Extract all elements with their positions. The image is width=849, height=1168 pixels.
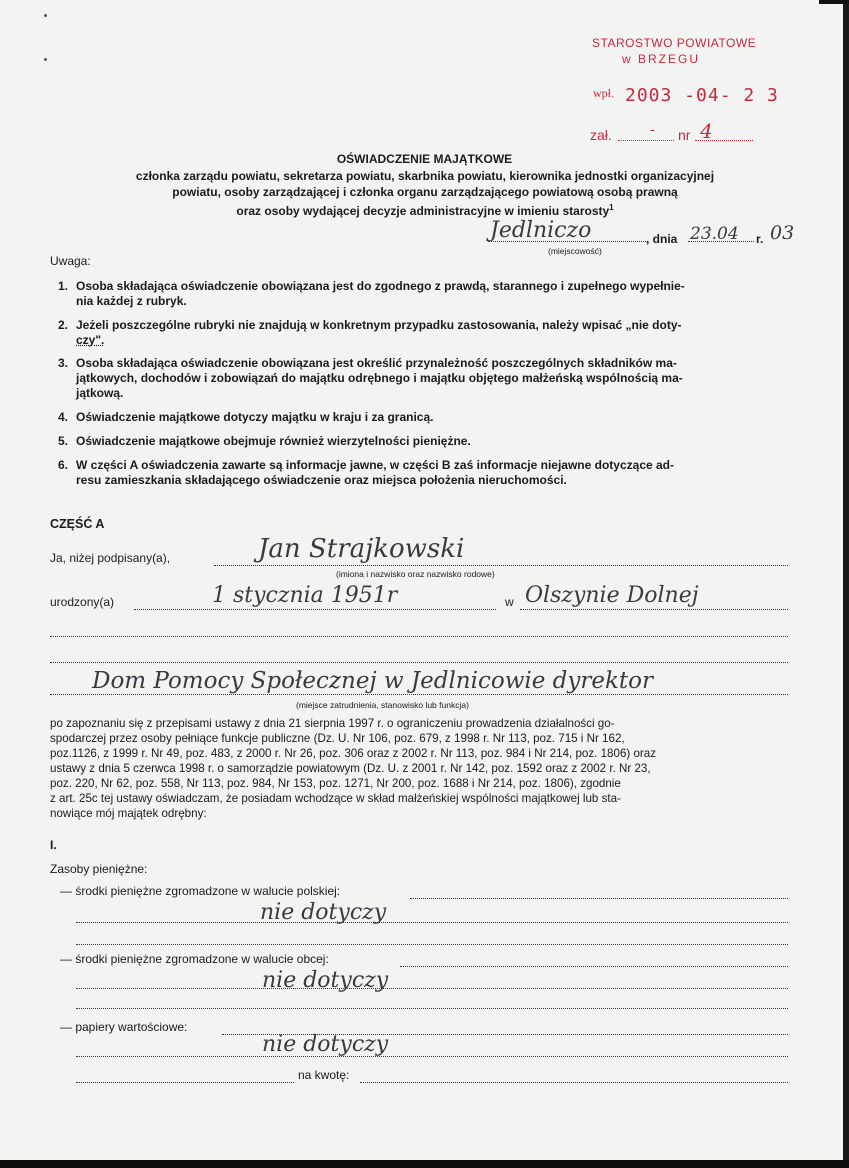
pln-line-2	[76, 922, 788, 923]
securities-label: — papiery wartościowe:	[60, 1020, 188, 1034]
place-caption: (miejscowość)	[548, 246, 602, 256]
date-year-handwritten: 03	[770, 222, 795, 244]
punch-mark	[44, 14, 47, 17]
document-subtitle-2: powiatu, osoby zarządzającej i członka organu zarządzającego powiatową osobą prawną	[172, 185, 678, 199]
blank-line	[50, 662, 788, 663]
stamp-number-label: nr	[678, 127, 691, 143]
document-subtitle-3: oraz osoby wydającej decyzje administracyjne w imieniu starosty$^1$	[236, 203, 614, 218]
document-title: OŚWIADCZENIE MAJĄTKOWE	[336, 152, 513, 166]
foreign-label: — środki pieniężne zgromadzone w walucie obcej:	[60, 952, 329, 966]
foreign-line-2	[76, 988, 788, 989]
date-day-line	[688, 241, 754, 242]
signer-caption: (imiona i nazwisko oraz nazwisko rodowe)	[336, 569, 495, 579]
stamp-city: w BRZEGU	[622, 52, 701, 66]
stamp-number-value: 4	[700, 119, 713, 143]
signer-line	[214, 565, 788, 566]
born-date-line	[134, 609, 496, 610]
section-1-heading: I.	[50, 838, 57, 852]
stamp-attachment-label: zał.	[590, 127, 612, 143]
pln-handwritten: nie dotyczy	[260, 900, 387, 925]
document-subtitle-1: członka zarządu powiatu, sekretarza powiatu, skarbnika powiatu, kierownika jednostki organizacyjnej	[135, 169, 715, 183]
note-item: 1. Osoba składająca oświadczenie obowiązana jest do zgodnego z prawdą, starannego i zupełnego wypełnie- nia każdej z rubryk.	[58, 279, 685, 308]
stamp-received-date: 2003 -04- 2 3	[625, 85, 779, 106]
notes-heading: Uwaga:	[50, 254, 91, 268]
statement-paragraph: po zapoznaniu się z przepisami ustawy z dnia 21 sierpnia 1997 r. o ograniczeniu prowadzenia działalności go- spodarczej przez osoby pełniące funkcje publiczne (Dz. U. Nr 106, poz. 679, z 1998 r. Nr 113, poz. 715 i Nr 162, poz.1126, z 1999 r. Nr 49, poz. 483, z 2000 r. Nr 26, poz. 306 oraz z 2002 r. Nr 113, poz. 984 i Nr 214, poz. 1806) oraz ustawy z dnia 5 czerwca 1998 r. o samorządzie powiatowym (Dz. U. z 2001 r. Nr 142, poz. 1592 oraz z 2002 r. Nr 23, poz. 220, Nr 62, poz. 558, Nr 113, poz. 984, Nr 153, poz. 1271, Nr 200, poz. 1688 i Nr 214, poz. 1806), zgodnie z art. 25c tej ustawy oświadczam, że posiadam wchodzące w skład małżeńskiej wspólności majątkowej lub sta- nowiące mój majątek odrębny:	[50, 717, 657, 820]
foreign-handwritten: nie dotyczy	[262, 968, 389, 993]
cash-label: Zasoby pieniężne:	[50, 862, 148, 876]
date-day-handwritten: 23.04	[690, 224, 739, 244]
scan-edge-top	[819, 0, 849, 4]
employment-caption: (miejsce zatrudnienia, stanowisko lub funkcja)	[296, 700, 469, 710]
foreign-line-3	[76, 1008, 788, 1009]
blank-line	[50, 636, 788, 637]
scan-edge-right	[843, 0, 849, 1168]
pln-line	[410, 898, 788, 899]
note-item: 2. Jeżeli poszczególne rubryki nie znajdują w konkretnym przypadku zastosowania, należy wpisać „nie doty- czy".	[58, 318, 682, 347]
born-place-handwritten: Olszynie Dolnej	[525, 583, 699, 608]
note-item: 5. Oświadczenie majątkowe obejmuje również wierzytelności pieniężne.	[58, 434, 471, 448]
part-a-heading: CZĘŚĆ A	[50, 517, 105, 531]
scan-edge-bottom	[0, 1160, 849, 1168]
born-in-label: w	[505, 595, 514, 609]
signer-handwritten: Jan Strajkowski	[258, 534, 465, 564]
born-date-handwritten: 1 stycznia 1951r	[212, 583, 398, 608]
note-item: 3. Osoba składająca oświadczenie obowiązana jest określić przynależność poszczególnych składników ma- jątkowych, dochodów i zobowiązań do majątku odrębnego i majątku objętego małżeńską wspólnością ma- jątkową.	[58, 356, 683, 400]
date-year-label: r.	[756, 232, 764, 246]
place-line	[488, 241, 648, 242]
stamp-received-label: wpł.	[593, 86, 614, 100]
amount-label: na kwotę:	[298, 1068, 350, 1082]
stamp-attachment-line	[618, 140, 674, 141]
employment-line	[50, 694, 788, 695]
born-place-line	[520, 609, 788, 610]
securities-line-3	[76, 1082, 294, 1083]
stamp-attachment-value: -	[650, 122, 655, 138]
amount-line	[360, 1082, 788, 1083]
born-label: urodzony(a)	[50, 595, 115, 609]
note-item: 6. W części A oświadczenia zawarte są informacje jawne, w części B zaś informacje niejawne dotyczące ad- resu zamieszkania składającego oświadczenie oraz miejsca położenia nieruchomości.	[58, 458, 675, 487]
place-handwritten: Jedlniczo	[490, 218, 592, 243]
note-item: 4. Oświadczenie majątkowe dotyczy majątku w kraju i za granicą.	[58, 410, 434, 424]
stamp-office: STAROSTWO POWIATOWE	[592, 36, 757, 50]
punch-mark	[44, 58, 47, 61]
foreign-line	[400, 966, 788, 967]
securities-line-2	[76, 1056, 788, 1057]
signer-label: Ja, niżej podpisany(a),	[50, 551, 171, 565]
employment-handwritten: Dom Pomocy Społecznej w Jedlnicowie dyrektor	[92, 668, 654, 694]
securities-handwritten: nie dotyczy	[262, 1032, 389, 1057]
date-day-label: , dnia	[646, 232, 678, 246]
pln-line-3	[76, 944, 788, 945]
pln-label: — środki pieniężne zgromadzone w walucie polskiej:	[60, 884, 341, 898]
